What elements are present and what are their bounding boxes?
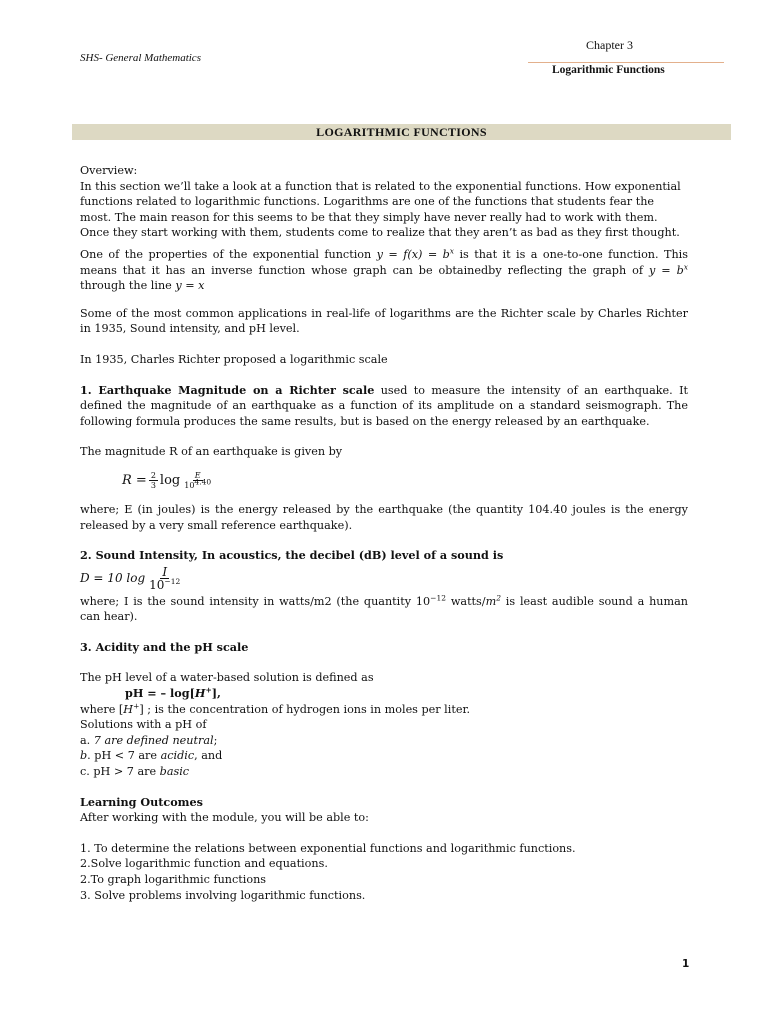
decibel-formula: D = 10 log $\frac{I}{10^{-12}}$ [80, 565, 181, 593]
main-content [80, 163, 688, 903]
ph-solutions: Solutions with a pH of [80, 718, 207, 732]
magnitude-given: The magnitude R of an earthquake is given by [80, 445, 343, 459]
outcome-item: 2.Solve logarithmic function and equations. [80, 857, 328, 871]
fraction-intensity: $\frac{I}{10^{-12}}$ [149, 565, 181, 593]
overview-heading: Overview: [80, 164, 138, 177]
header-topic: Logarithmic Functions [552, 64, 665, 76]
eq-graph: $y = b^x$ [648, 261, 689, 277]
properties-paragraph: One of the properties of the exponential function $y = f(x) = b^x$ is that it is a one-to-one function. This means that it has an inverse function whose graph can be obtainedby reflecting the graph of $y = b^x$ through the line y = x [80, 246, 689, 293]
page-number: 1 [682, 958, 690, 970]
earthquake-where: where; E (in joules) is the energy released by the earthquake (the quantity 104.40 joules is the energy released by a very small reference earthquake). [80, 502, 688, 532]
fraction-two-thirds: $\frac{2}{3}$ [150, 471, 156, 491]
outcomes-heading: Learning Outcomes [80, 794, 203, 809]
section-title: LOGARITHMIC FUNCTIONS [72, 124, 731, 140]
sound-where: where; I is the sound intensity in watts/m2 (the quantity $10^{-12}$ watts/$m^2$ is least audible sound a human can hear). [80, 592, 688, 624]
eq-exponential: $y = f(x) = b^x$ [376, 246, 455, 261]
overview-text: In this section we’ll take a look at a function that is related to the exponential functions. How exponential functions related to logarithmic functions. Logarithms are one of the functions that students fear the most. The main reason for this seems to be that they simply have never really had to work with them. Once they start working with them, students come to realize that they aren’t as bad as they first thought. [80, 179, 681, 240]
fraction-energy: $\frac{E}{10^{4.40}}$ [184, 471, 212, 491]
header-course: SHS- General Mathematics [80, 52, 201, 64]
richter-intro: In 1935, Charles Richter proposed a logarithmic scale [80, 352, 388, 366]
ph-neutral: a. 7 are defined neutral; [80, 733, 218, 747]
eq-line: y = x [175, 279, 205, 293]
outcome-item: 2.To graph logarithmic functions [80, 873, 267, 886]
ph-basic: c. pH > 7 are basic [80, 765, 190, 779]
applications-paragraph: Some of the most common applications in real-life of logarithms are the Richter scale by Charles Richter in 1935, Sound intensity, and pH level. [80, 306, 688, 336]
ph-defined: The pH level of a water-based solution is defined as [80, 671, 374, 685]
earthquake-paragraph: 1. Earthquake Magnitude on a Richter scale used to measure the intensity of an earthquake. It defined the magnitude of an earthquake as a function of its amplitude on a standard seismograph. The following formula produces the same results, but is based on the energy released by an earthquake. [80, 382, 689, 428]
ph-where: where [H+] ; is the concentration of hydrogen ions in moles per liter. [80, 700, 471, 716]
ph-acidic: b. pH < 7 are acidic, and [80, 749, 223, 763]
acidity-heading: 3. Acidity and the pH scale [80, 639, 249, 654]
earthquake-heading: 1. Earthquake Magnitude on a Richter scale [80, 382, 375, 397]
outcome-item: 3. Solve problems involving logarithmic functions. [80, 888, 366, 902]
sound-heading: 2. Sound Intensity, In acoustics, the decibel (dB) level of a sound is [80, 548, 504, 563]
outcomes-intro: After working with the module, you will be able to: [80, 811, 369, 825]
richter-formula: R = $\frac{2}{3}$ log $\frac{E}{10^{4.40}}$ [122, 471, 212, 491]
ph-formula: pH = – log[H+], [125, 685, 221, 701]
header-chapter: Chapter 3 [586, 38, 633, 52]
outcome-item: 1. To determine the relations between exponential functions and logarithmic functions. [80, 841, 576, 855]
header-rule [528, 62, 724, 63]
